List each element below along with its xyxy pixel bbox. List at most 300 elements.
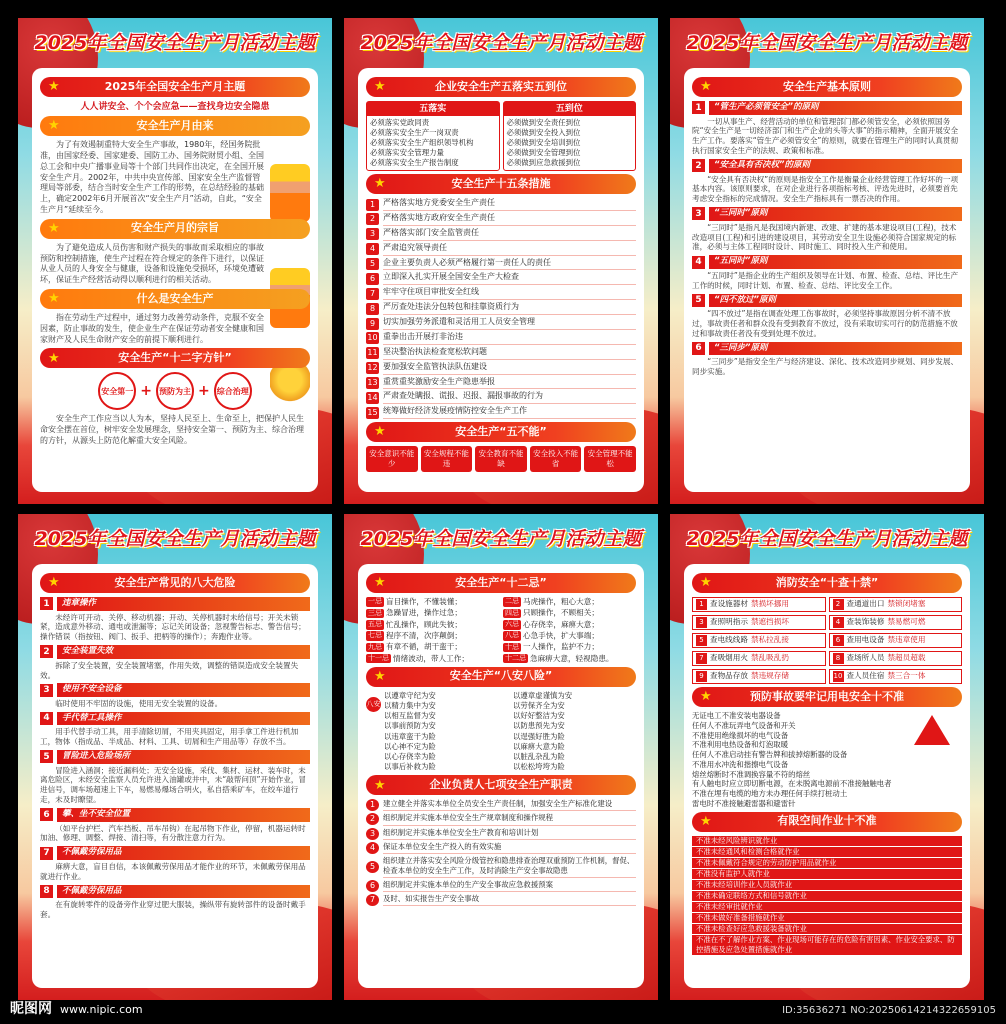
fire-check-item (829, 597, 963, 612)
five-cannot-item: 安全意识不能少 (366, 446, 418, 472)
principle-heading: 5 “四不放过”原则 (692, 294, 962, 308)
taboo-key: 四忌 (505, 608, 519, 617)
star-icon: ★ (48, 118, 60, 134)
policy-circle: 安全第一 (98, 372, 136, 410)
measure-row (366, 362, 636, 375)
fire-number: 10 (833, 671, 844, 682)
principle-text: 一切从事生产、经营活动的单位和管理部门都必须管安全，必须依照国务院“安全生产是一切经济部门和生产企业的头等大事”的指示精神，全面开展安全生产工作。要落实“管生产必须管安全”的原则，就要在管理生产的同时认真贯彻执行国家安全生产的法规、政策和标准。 (692, 116, 959, 156)
section-bar: ★ 预防事故要牢记用电安全十不准 (692, 687, 962, 707)
taboo-text: 盲目操作，不懂装懂； (386, 597, 462, 606)
fire-check-item (829, 633, 963, 648)
duty-text: 及时、如实报告生产安全事故 (383, 894, 636, 906)
fire-ban: 禁违章使用 (887, 635, 926, 645)
confined-rule: 不准未确定联络方式和信号就作业 (692, 891, 962, 901)
measure-number: 3 (366, 228, 379, 240)
measure-row (366, 213, 636, 226)
measure-row (366, 272, 636, 285)
duty-text: 组织制定并实施本单位安全生产规章制度和操作规程 (383, 813, 636, 825)
principle-heading: 4 “五同时”原则 (692, 255, 962, 269)
star-icon: ★ (374, 777, 386, 793)
taboo-item (366, 608, 499, 618)
duty-number: 2 (366, 813, 379, 825)
section-bar: ★ 企业负责人七项安全生产职责 (366, 775, 636, 795)
confined-rule: 不准未经培训作业人员就作业 (692, 880, 962, 890)
taboo-text: 情绪波动，带人工作； (393, 653, 469, 663)
worker-illustration (270, 164, 310, 222)
electric-warning-icon (914, 715, 950, 745)
danger-title: 手代替工具操作 (57, 712, 310, 726)
measure-text: 严格落实部门安全监管责任 (383, 228, 636, 241)
panel-title: 2025年全国安全生产月活动主题 (34, 528, 316, 550)
fire-check: 查照明指示 (710, 617, 748, 627)
measure-text: 切实加强劳务派遣和灵活用工人员安全管理 (383, 317, 636, 330)
taboo-text: 心存侥幸，麻痹大意； (523, 619, 599, 629)
taboo-text: 马虎操作，粗心大意； (523, 597, 599, 606)
section-bar: ★ 有限空间作业十不准 (692, 812, 962, 832)
danger-number: 8 (40, 885, 53, 898)
star-icon: ★ (48, 350, 60, 366)
electric-rule: 有人触电时应立即切断电源，在未脱离电源前不准接触触电者 (692, 779, 892, 789)
danger-number: 5 (40, 750, 53, 763)
safe-risk-line: 以逞强好胜为险 (513, 732, 565, 742)
danger-title: 违章操作 (57, 597, 310, 611)
taboo-key: 五忌 (368, 620, 382, 629)
section-bar: ★ 安全生产“五不能” (366, 422, 636, 442)
danger-heading (40, 808, 310, 822)
measure-number: 4 (366, 243, 379, 255)
star-icon: ★ (48, 575, 60, 591)
measure-text: 重拳出击开展打非治违 (383, 332, 636, 345)
section-bar: ★ 安全生产“八安八险” (366, 667, 636, 687)
measure-number: 11 (367, 348, 378, 358)
fire-check: 查用电设备 (846, 635, 885, 645)
safe-risk-line: 以精力集中为安 (384, 700, 436, 710)
danger-text: 在有旋转零件的设备旁作业穿过肥大服装，操纵带有旋转部件的设备时戴手套。 (40, 900, 306, 919)
five-cannot-item: 安全规程不能违 (421, 446, 473, 472)
duty-text: 组织制定并实施本单位的生产安全事故应急救援预案 (383, 880, 636, 892)
measure-row (366, 302, 636, 315)
taboo-key: 八忌 (505, 631, 519, 640)
duty-row (366, 799, 636, 811)
star-icon: ★ (374, 79, 386, 95)
measure-text: 统筹做好经济发展疫情防控安全生产工作 (383, 406, 636, 419)
danger-number: 2 (40, 645, 53, 658)
electric-rule: 不准利用电热设备和灯泡取暖 (692, 740, 789, 750)
fire-check-item (829, 669, 963, 684)
fire-check-item (829, 651, 963, 666)
section-text: 指在劳动生产过程中，通过努力改善劳动条件，克服不安全因素，防止事故的发生，使企业生产在保证劳动者安全健康和国家财产及人民生命财产安全的前提下顺利进行。 (40, 313, 264, 344)
fire-ban: 禁易燃可燃 (887, 617, 926, 627)
danger-heading (40, 750, 310, 764)
section-bar: ★ 安全生产月的宗旨 (40, 219, 310, 239)
electric-rule: 不准使用绝缘损坏的电气设备 (692, 730, 789, 740)
duty-number: 1 (366, 799, 379, 811)
poster-card (358, 68, 644, 492)
danger-title: 不佩戴劳保用品 (57, 885, 310, 899)
danger-text: 用手代替手动工具，用手清除切屑，不用夹具固定，用手拿工件进行机加工，物体（指成品、半成品、材料、工具、切屑和生产用品等）存放不当。 (40, 727, 299, 747)
five-boxes (366, 101, 636, 171)
star-icon: ★ (48, 79, 60, 95)
taboo-text: 一人操作，监护不力； (523, 642, 599, 652)
poster-panel-5 (344, 514, 658, 1000)
section-bar: ★ 安全生产常见的八大危险 (40, 573, 310, 593)
measure-number: 6 (366, 273, 379, 285)
fire-number: 7 (696, 653, 707, 664)
star-icon: ★ (374, 575, 386, 591)
box-heading: 五到位 (504, 102, 636, 116)
fire-ban: 禁私拉乱接 (750, 635, 789, 645)
theme-text: 人人讲安全、个个会应急——查找身边安全隐患 (80, 102, 270, 112)
danger-heading (40, 712, 310, 726)
poster-panel-3 (670, 18, 984, 504)
measure-text: 坚决整治执法检查宽松软问题 (383, 347, 636, 360)
taboo-item (366, 654, 499, 664)
star-icon: ★ (374, 669, 386, 685)
measure-number: 9 (366, 318, 379, 330)
safe-risk-column (513, 732, 636, 772)
taboo-key: 九忌 (368, 642, 382, 651)
box-heading: 五落实 (367, 102, 499, 116)
danger-number: 3 (40, 684, 53, 697)
danger-heading (40, 846, 310, 860)
electric-rule: 任何人不准启动挂有警告牌和拔掉熔断器的设备 (692, 750, 848, 760)
principle-heading: 6 “三同步”原则 (692, 342, 962, 356)
measure-row (366, 406, 636, 419)
danger-title: 不佩戴劳保用品 (57, 846, 310, 860)
section-bar: ★ 什么是安全生产 (40, 289, 310, 309)
policy-circles: 安全第一 + 预防为主 + 综合治理 (40, 372, 310, 410)
poster-card (684, 564, 970, 988)
electric-rule: 无证电工不准安装电器设备 (692, 711, 781, 720)
fire-check-item (692, 669, 826, 684)
duty-number: 7 (366, 894, 379, 906)
star-icon: ★ (374, 424, 386, 440)
safe-risk-line: 以好好整洁为安 (513, 711, 565, 720)
taboo-text: 只顾操作，不顾相关； (523, 608, 599, 618)
measure-text: 立即深入扎实开展全国安全生产大检查 (383, 272, 636, 285)
confined-rule: 不准未经通风和检测合格就作业 (692, 847, 962, 857)
danger-heading (40, 683, 310, 697)
safe-risk-line: 以违章蛮干为险 (384, 732, 436, 742)
safe-risk-line: 以劳保齐全为安 (513, 700, 565, 710)
box-item: 必须落实安全生产报告制度 (370, 158, 459, 168)
section-bar: ★ 2025年全国安全生产月主题 (40, 77, 310, 97)
five-place-box (503, 101, 637, 171)
twelve-taboos (366, 597, 636, 664)
fire-ban: 禁违规存储 (750, 671, 789, 681)
poster-panel-4 (18, 514, 332, 1000)
safe-risk-column (384, 732, 507, 772)
section-bar: ★ 消防安全“十查十禁” (692, 573, 962, 593)
safe-risk-column (513, 691, 636, 731)
fire-check-item (692, 615, 826, 630)
measure-row (366, 287, 636, 300)
section-bar: ★ 安全生产月由来 (40, 116, 310, 136)
danger-text: 冒险进入涵洞；接近漏料处；无安全设施，采伐、集材、运材、装车时，未离危险区，未经安全监察人员允许进入油罐或井中，未“敲帮问顶”开始作业，冒进信号，调车场超速上下车，易燃易爆场合明火，私自搭乘矿车，在绞车道行走，未及时瞭望。 (40, 765, 307, 805)
duty-row (366, 880, 636, 892)
star-icon: ★ (700, 689, 712, 705)
fire-check: 查场所人员 (846, 653, 885, 663)
taboo-text: 心急手快，扩大事端； (523, 630, 599, 640)
taboo-key: 二忌 (505, 597, 519, 606)
star-icon: ★ (700, 79, 712, 95)
principle-text: “安全具有否决权”的原则是指安全工作是衡量企业经营管理工作好坏的一项基本内容。该原则要求，在对企业进行各项指标考核、评选先进时，必须要首先考虑安全指标的完成情况。安全生产指标具有一票否决的作用。 (692, 174, 959, 204)
box-item: 必须落实安全生产组织领导机构 (370, 138, 474, 148)
section-bar: ★ 安全生产“十二字方针” (40, 348, 310, 368)
dangers-list (40, 597, 310, 920)
confined-rule: 不准未经审批就作业 (692, 902, 962, 912)
duty-number: 5 (366, 861, 379, 873)
box-item: 必须落实安全管理力量 (370, 148, 444, 158)
measure-number: 14 (367, 392, 378, 402)
box-item: 必须落实党政同责 (370, 118, 430, 128)
poster-panel-2 (344, 18, 658, 504)
principle-heading: 1 “管生产必须管安全”的原则 (692, 101, 962, 115)
duty-text: 组织制定并实施本单位安全生产教育和培训计划 (383, 828, 636, 840)
duty-row (366, 828, 636, 840)
duty-text: 建立健全并落实本单位全员安全生产责任制，加强安全生产标准化建设 (383, 799, 636, 811)
measure-number: 8 (366, 303, 379, 315)
measure-text: 严格落实地方党委安全生产责任 (383, 198, 636, 211)
fire-check-item (692, 597, 826, 612)
confined-rule: 不准没有监护人就作业 (692, 869, 962, 879)
fire-check-grid (692, 597, 962, 684)
star-icon: ★ (48, 220, 60, 236)
box-item: 必须做到安全责任到位 (506, 118, 581, 128)
danger-number: 1 (40, 597, 53, 610)
fire-check-item (692, 651, 826, 666)
fire-ban: 禁遮挡损坏 (750, 617, 789, 627)
fire-ban: 禁超员超载 (887, 653, 926, 663)
fire-check: 查装饰装修 (846, 617, 885, 627)
principle-heading: 3 “三同时”原则 (692, 207, 962, 221)
measure-number: 5 (366, 258, 379, 270)
confined-rule: 不准未佩戴符合规定的劳动防护用品就作业 (692, 858, 962, 868)
measures-list (366, 198, 636, 419)
danger-title: 冒险进入危险场所 (57, 750, 310, 764)
measure-text: 严肃追究领导责任 (383, 243, 636, 256)
measure-number: 15 (367, 407, 378, 417)
measure-row (366, 317, 636, 330)
danger-text: （如平台护栏、汽车挡板、吊车吊钩）在起吊物下作业，停留，机器运转时加油、修理、调整、焊接、清扫等，有分散注意力行为。 (40, 823, 306, 843)
measure-number: 13 (367, 378, 378, 387)
measure-number: 12 (367, 363, 378, 373)
fire-ban: 禁锁闭堵塞 (887, 599, 926, 609)
fire-check: 查通道出口 (846, 599, 885, 609)
electric-rule: 不准在埋有电缆的地方未办理任何手续打桩动土 (692, 789, 848, 799)
electric-rule: 任何人不准玩弄电气设备和开关 (692, 720, 796, 730)
danger-title: 攀、坐不安全位置 (57, 808, 310, 822)
panel-title: 2025年全国安全生产月活动主题 (34, 32, 316, 54)
five-cannot-item: 安全管理不能松 (584, 446, 636, 472)
safe-badge-icon: 八安 (366, 697, 381, 712)
taboo-item (366, 620, 499, 630)
taboo-item (503, 654, 636, 664)
fire-number: 9 (696, 671, 707, 682)
principle-text: “三同时”是指凡是我国境内新建、改建、扩建的基本建设项目(工程)，技术改造项目(工程)和引进的建设项目，其劳动安全卫生设施必须符合国家规定的标准，必须与主体工程同时设计、同时施工、同时投入生产和使用。 (692, 222, 957, 252)
fire-check: 查电线线路 (710, 635, 748, 645)
fire-number: 8 (833, 653, 844, 664)
fire-ban: 禁乱吸乱扔 (750, 653, 789, 663)
poster-card (358, 564, 644, 988)
poster-panel-1 (18, 18, 332, 504)
danger-text: 临时使用不牢固的设施，使用无安全装置的设备。 (55, 698, 223, 708)
star-icon: ★ (374, 176, 386, 192)
duty-row (366, 842, 636, 854)
star-icon: ★ (700, 813, 712, 829)
fire-check: 查吸烟用火 (710, 653, 748, 663)
measure-number: 7 (366, 288, 379, 300)
duty-text: 保证本单位安全生产投入的有效实施 (383, 842, 636, 854)
taboo-key: 十二忌 (505, 653, 526, 662)
taboo-item (503, 642, 636, 652)
poster-card (684, 68, 970, 492)
measure-text: 要加强安全监管执法队伍建设 (383, 362, 636, 375)
principle-text: “五同时”是指企业的生产组织及领导在计划、布置、检查、总结、评比生产工作的时候，同时计划、布置、检查、总结、评比安全工作。 (692, 270, 959, 290)
five-cannot-item: 安全投入不能省 (530, 446, 582, 472)
measure-text: 牢牢守住项目审批安全红线 (383, 287, 636, 300)
measure-row (366, 243, 636, 256)
panel-title: 2025年全国安全生产月活动主题 (686, 528, 968, 550)
fire-number: 2 (833, 599, 844, 610)
electric-rules (692, 711, 962, 809)
confined-rule: 不准在不了解作业方案、作业现场可能存在的危险有害因素、作业安全要求、防控措施及应急处置措施就作业 (692, 935, 962, 955)
measure-text: 重赏重奖激励安全生产隐患举报 (383, 377, 636, 390)
box-item: 必须落实安全生产一岗双责 (370, 128, 459, 138)
principle-heading: 2 “安全具有否决权”的原则 (692, 159, 962, 173)
electric-rule: 雷电时不准接触避雷器和避雷针 (692, 798, 796, 808)
five-implement-box (366, 101, 500, 171)
measure-row (366, 228, 636, 241)
section-text: 为了避免造成人员伤害和财产损失的事故而采取相应的事故预防和控制措施，使生产过程在符合规定的条件下进行，以保证从业人员的人身安全与健康，设备和设施免受损坏，环境免遭破坏，保证生产经营活动得以顺利进行的相关活动。 (40, 242, 264, 285)
fire-check: 查人员住宿 (846, 671, 885, 681)
danger-heading (40, 885, 310, 899)
measure-row (366, 332, 636, 345)
taboo-key: 十一忌 (368, 653, 389, 662)
panel-title: 2025年全国安全生产月活动主题 (360, 528, 642, 550)
danger-heading (40, 645, 310, 659)
taboo-item (503, 620, 636, 630)
confined-rule: 不准未做好准备措施就作业 (692, 913, 962, 923)
measure-row (366, 347, 636, 360)
taboo-item (503, 597, 636, 607)
safe-risk-line: 以遵章守纪为安 (384, 690, 436, 700)
safe-risk-line: 以遵章虚谨慎为安 (513, 690, 573, 700)
taboo-text: 有章不循，胡干蛮干； (386, 642, 462, 652)
duty-row (366, 813, 636, 825)
taboo-key: 十忌 (505, 642, 519, 651)
fire-number: 1 (696, 599, 707, 610)
duty-row (366, 894, 636, 906)
taboo-item (503, 608, 636, 618)
section-text: 安全生产工作应当以人为本，坚持人民至上、生命至上，把保护人民生命安全摆在首位，树牢安全发展理念，坚持安全第一、预防为主、综合治理的方针，从源头上防范化解重大安全风险。 (40, 414, 304, 445)
measure-text: 严厉查处违法分包转包和挂靠资质行为 (383, 302, 636, 315)
five-cannot-row (366, 446, 636, 472)
poster-panel-6 (670, 514, 984, 1000)
safe-risk-line: 以事前预防为安 (384, 721, 436, 731)
panel-title: 2025年全国安全生产月活动主题 (686, 32, 968, 54)
measure-text: 严肃查处瞒报、谎报、迟报、漏报事故的行为 (383, 391, 636, 404)
danger-heading (40, 597, 310, 611)
duty-text: 组织建立并落实安全风险分级管控和隐患排查治理双重预防工作机制，督促、检查本单位的安全生产工作，及时消除生产安全事故隐患 (383, 856, 636, 878)
fire-number: 3 (696, 617, 707, 628)
star-icon: ★ (700, 575, 712, 591)
measure-row (366, 391, 636, 404)
measure-number: 10 (367, 333, 378, 343)
taboo-key: 三忌 (368, 608, 382, 617)
fire-number: 6 (833, 635, 844, 646)
taboo-text: 急麻痹大意，轻视隐患。 (530, 653, 614, 663)
danger-text: 未经许可开动、关停、移动机器；开动、关停机器时未给信号；开关未锁紧，造成意外移动、通电或泄漏等；忘记关闭设备；忽视警告标志、警告信号；操作错误（指按钮、阀门、扳手、把柄等的操作）；奔跑作业等。 (40, 612, 306, 642)
taboo-key: 六忌 (505, 620, 519, 629)
five-cannot-item: 安全教育不能缺 (475, 446, 527, 472)
box-item: 必须做到安全管理到位 (506, 148, 581, 158)
electric-rule: 熔丝熔断时不准调换容量不符的熔丝 (692, 769, 811, 779)
fire-check-item (692, 633, 826, 648)
danger-text: 拆除了安全装置，安全装置堵塞，作用失效，调整的错误造成安全装置失效。 (40, 660, 299, 680)
electric-rule: 不准用水冲洗和揩擦电气设备 (692, 759, 789, 769)
taboo-key: 七忌 (368, 631, 382, 640)
safe-risk-line: 以心神不定为险 (384, 742, 436, 752)
confined-space-rules (692, 836, 962, 956)
safe-risk-line: 以松松垮垮为险 (513, 762, 565, 772)
star-icon: ★ (48, 291, 60, 307)
safe-risk-line: 以麻痹大意为险 (513, 742, 565, 752)
fire-number: 4 (833, 617, 844, 628)
danger-title: 使用不安全设备 (57, 683, 310, 697)
panel-title: 2025年全国安全生产月活动主题 (360, 32, 642, 54)
taboo-item (503, 631, 636, 641)
measure-text: 企业主要负责人必须严格履行第一责任人的责任 (383, 258, 636, 271)
danger-text: 麻痹大意，盲目自信，本该佩戴劳保用品才能作业的环节，未佩戴劳保用品就进行作业。 (40, 861, 306, 881)
fire-check: 查设施器材 (710, 599, 748, 609)
measure-row (366, 198, 636, 211)
taboo-item (366, 631, 499, 641)
site-logo: 昵图网 www.nipic.com (10, 1001, 143, 1017)
policy-circle: 预防为主 (156, 372, 194, 410)
danger-number: 6 (40, 808, 53, 821)
box-item: 必须做到安全培训到位 (506, 138, 581, 148)
duties-list (366, 799, 636, 906)
measure-row (366, 258, 636, 271)
taboo-text: 急躁冒进，操作过急； (386, 608, 462, 618)
duty-number: 3 (366, 828, 379, 840)
image-id: ID:35636271 NO:20250614214322659105 (782, 1005, 996, 1016)
fire-ban: 禁三合一体 (887, 671, 926, 681)
taboo-text: 程序不清，次序颠倒； (386, 630, 462, 640)
duty-row (366, 856, 636, 878)
principle-text: “四不放过”是指在调查处理工伤事故时，必须坚持事故原因分析不清不放过，事故责任者和群众没有受到教育不放过，没有采取切实可行的防范措施不放过和事故责任者没有受到处理不放过。 (692, 309, 958, 338)
danger-number: 7 (40, 847, 53, 860)
danger-number: 4 (40, 712, 53, 725)
section-bar: ★ 企业安全生产五落实五到位 (366, 77, 636, 97)
poster-card (32, 564, 318, 988)
principle-text: “三同步”是指安全生产与经济建设、深化、技术改造同步规划、同步发展、同步实施。 (692, 357, 959, 377)
safe-risk-column (384, 691, 507, 731)
fire-ban: 禁损坏挪用 (750, 599, 789, 609)
policy-circle: 综合治理 (214, 372, 252, 410)
taboo-text: 忙乱操作，顾此失彼； (386, 619, 462, 629)
fire-number: 5 (696, 635, 707, 646)
safe-risk-line: 以脏乱杂乱为险 (513, 752, 565, 762)
taboo-item (366, 597, 499, 607)
duty-number: 6 (366, 880, 379, 892)
safe-risk-line: 以心存侥幸为险 (384, 752, 436, 762)
section-bar: ★ 安全生产基本原则 (692, 77, 962, 97)
confined-rule: 不准未检查好应急救援装备就作业 (692, 924, 962, 934)
safe-risk-line: 以事后补救为险 (384, 762, 436, 772)
danger-title: 安全装置失效 (57, 645, 310, 659)
